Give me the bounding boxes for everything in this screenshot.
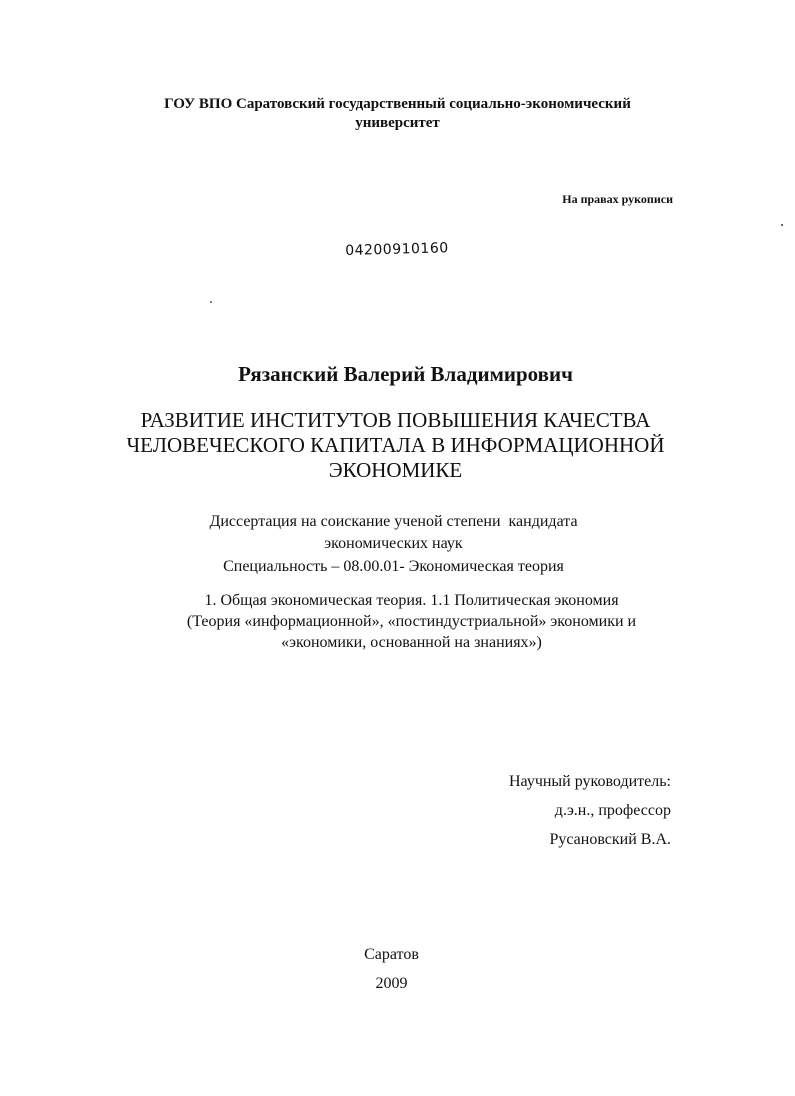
scan-speck [781,224,783,226]
year: 2009 [375,975,408,992]
supervisor-label: Научный руководитель: [508,773,671,790]
field-line-2: (Теория «информационной», «постиндустриальной» экономики и [186,613,637,630]
catalog-number: 04200910160 [345,240,449,259]
supervisor-name: Русановский В.А. [549,831,671,848]
institution-line-1: ГОУ ВПО Саратовский государственный социально-экономический [164,96,631,112]
institution-name [0,95,795,133]
title-line-2: ЧЕЛОВЕЧЕСКОГО КАПИТАЛА В ИНФОРМАЦИОННОЙ [126,433,665,457]
supervisor-block [509,767,671,854]
degree-line-1: Диссертация на соискание ученой степени кандидата [209,513,578,530]
title-line-3: ЭКОНОМИКЕ [328,458,463,482]
field-line-3: «экономики, основанной на знаниях») [281,634,542,651]
place-and-year [0,940,789,998]
scan-speck [210,301,212,303]
degree-statement [0,511,791,555]
institution-line-2: университет [355,115,440,131]
title-line-1: РАЗВИТИЕ ИНСТИТУТОВ ПОВЫШЕНИЯ КАЧЕСТВА [140,408,651,432]
author-name: Рязанский Валерий Владимирович [238,362,573,386]
supervisor-degree: д.э.н., профессор [554,802,671,819]
dissertation-title [0,408,793,483]
specialty: Специальность – 08.00.01- Экономическая теория [223,558,564,575]
research-field [14,590,795,653]
manuscript-rights-note: На правах рукописи [562,192,673,206]
city: Саратов [364,946,419,963]
field-line-1: 1. Общая экономическая теория. 1.1 Политическая экономия [204,592,619,609]
degree-line-2: экономических наук [324,535,463,552]
